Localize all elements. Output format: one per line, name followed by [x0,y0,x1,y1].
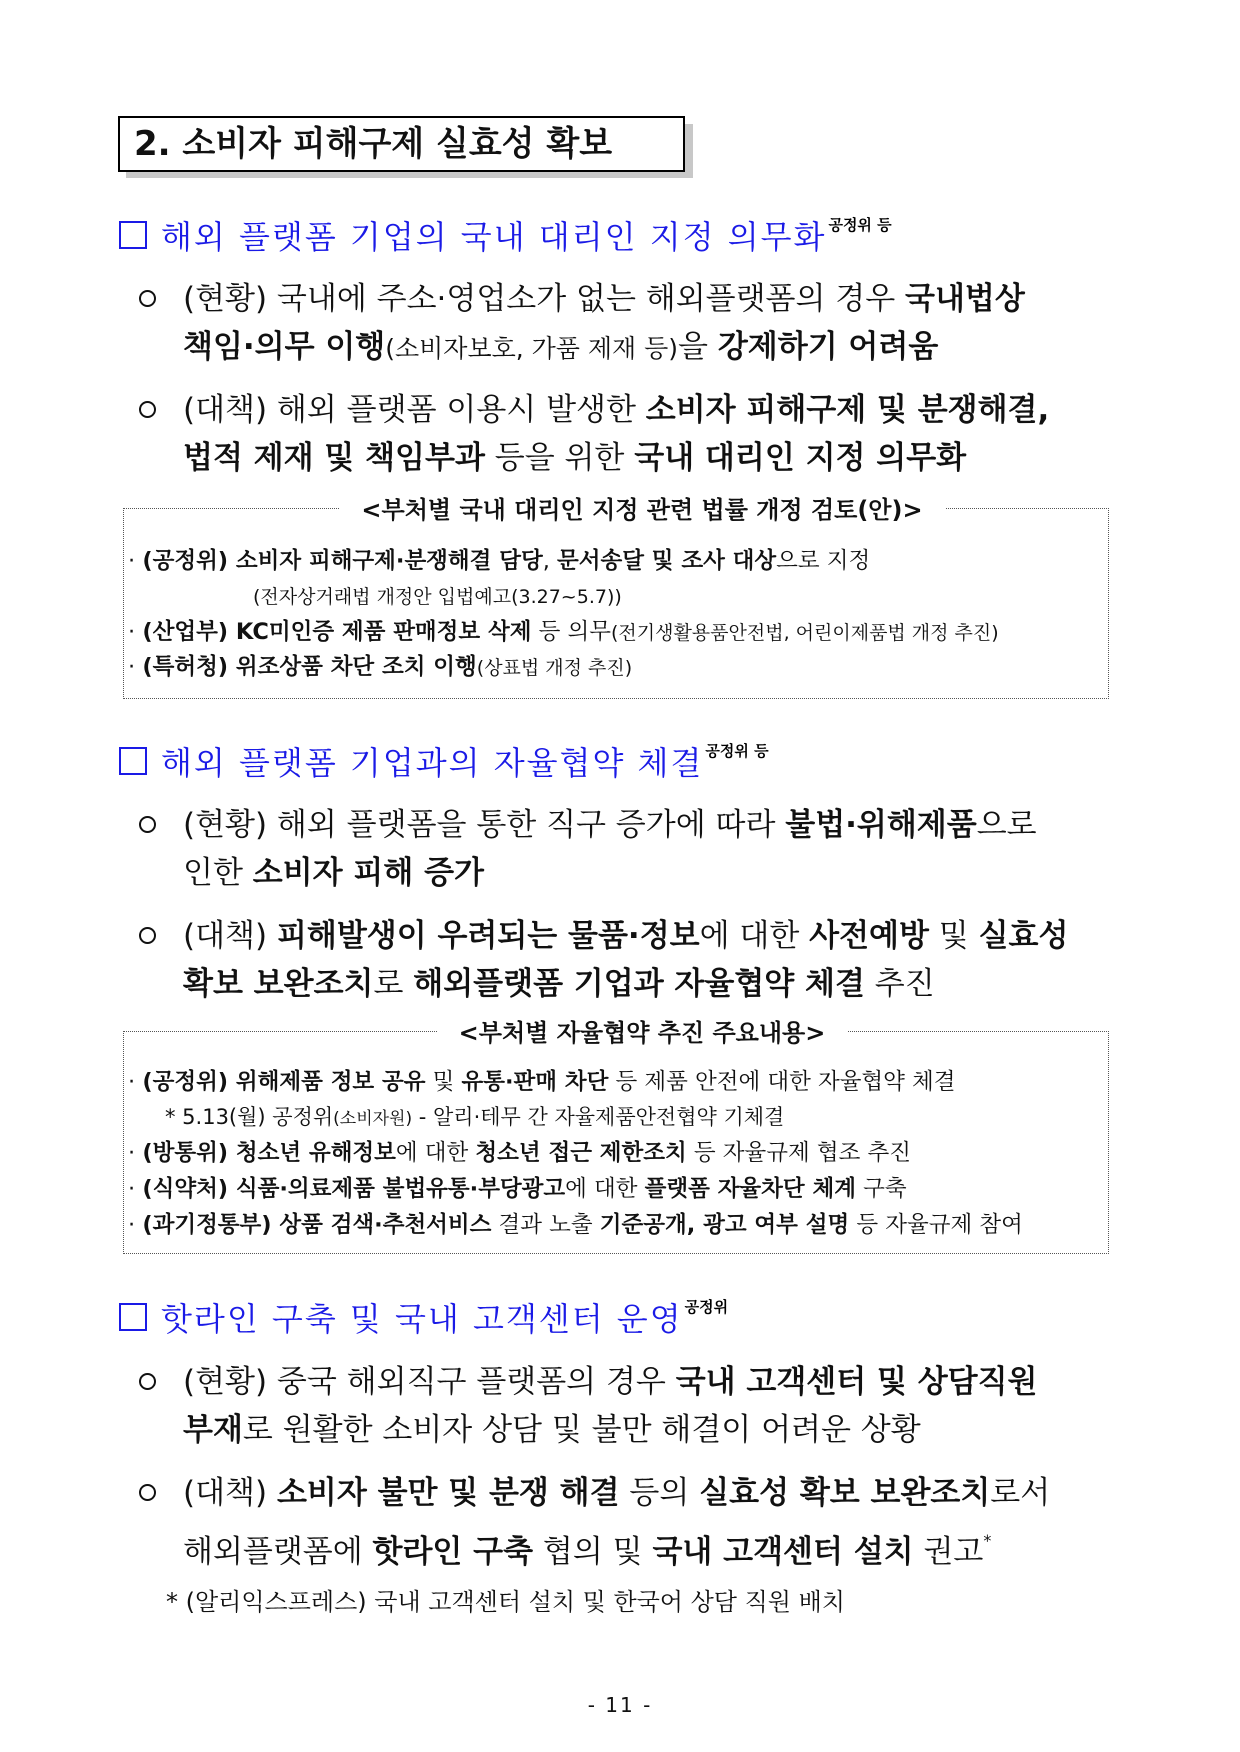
page-number: - 11 - [587,1693,653,1717]
box2-line-5: · (과기정통부) 상품 검색·추천서비스 결과 노출 기준공개, 광고 여부 설명 등 자율규제 참여 [128,1212,1023,1238]
heading-self-regulation [119,738,769,784]
bullet-measure-2: (대책) 피해발생이 우려되는 물품·정보에 대한 사전예방 및 실효성 확보 보완조치로 해외플랫폼 기업과 자율협약 체결 추진 [183,912,1068,1008]
circle-bullet-icon [139,401,156,418]
bullet-measure-1: (대책) 해외 플랫폼 이용시 발생한 소비자 피해구제 및 분쟁해결, 법적 제재 및 책임부과 등을 위한 국내 대리인 지정 의무화 [183,386,1049,482]
box1-line-3: · (산업부) KC미인증 제품 판매정보 삭제 등 의무(전기생활용품안전법, 어린이제품법 개정 추진) [128,619,999,645]
box-law-revision-caption-wrap [0,493,1240,527]
bullet-status-1: (현황) 국내에 주소·영업소가 없는 해외플랫폼의 경우 국내법상 책임·의무 이행(소비자보호, 가품 제재 등)을 강제하기 어려움 [183,275,1025,373]
checkbox-square-icon [119,747,147,775]
footnote: * (알리익스프레스) 국내 고객센터 설치 및 한국어 상담 직원 배치 [166,1588,845,1616]
heading-text: 해외 플랫폼 기업의 국내 대리인 지정 의무화 [161,218,827,256]
box-self-regulation-caption: <부처별 자율협약 추진 주요내용> [437,1019,848,1047]
box1-line-4: · (특허청) 위조상품 차단 조치 이행(상표법 개정 추진) [128,654,633,680]
box-law-revision-caption: <부처별 국내 대리인 지정 관련 법률 개정 검토(안)> [339,496,944,524]
checkbox-square-icon [119,1303,147,1331]
bullet-measure-3: (대책) 소비자 불만 및 분쟁 해결 등의 실효성 확보 보완조치로서 해외플랫폼에 핫라인 구축 협의 및 국내 고객센터 설치 권고* [183,1469,1050,1576]
heading-text: 핫라인 구축 및 국내 고객센터 운영 [161,1300,683,1338]
circle-bullet-icon [139,1373,156,1390]
box2-line-1: · (공정위) 위해제품 정보 공유 및 유통·판매 차단 등 제품 안전에 대한 자율협약 체결 [128,1069,956,1095]
circle-bullet-icon [139,927,156,944]
box1-line-1: · (공정위) 소비자 피해구제·분쟁해결 담당, 문서송달 및 조사 대상으로 지정 [128,548,871,574]
heading-hotline [119,1294,728,1340]
heading-agency: 공정위 등 [705,742,769,760]
box2-line-3: · (방통위) 청소년 유해정보에 대한 청소년 접근 제한조치 등 자율규제 협조 추진 [128,1140,911,1166]
checkbox-square-icon [119,221,147,249]
bullet-status-3: (현황) 중국 해외직구 플랫폼의 경우 국내 고객센터 및 상담직원 부재로 원활한 소비자 상담 및 불만 해결이 어려운 상황 [183,1358,1038,1454]
box1-line-2: (전자상거래법 개정안 입법예고(3.27~5.7)) [253,586,622,608]
circle-bullet-icon [139,290,156,307]
box2-line-2: * 5.13(월) 공정위(소비자원) - 알리·테무 간 자율제품안전협약 기체결 [165,1105,785,1129]
heading-agency: 공정위 등 [828,216,892,234]
circle-bullet-icon [139,1484,156,1501]
heading-local-agent [119,212,892,258]
bullet-status-2: (현황) 해외 플랫폼을 통한 직구 증가에 따라 불법·위해제품으로 인한 소비자 피해 증가 [183,801,1037,897]
box2-line-4: · (식약처) 식품·의료제품 불법유통·부당광고에 대한 플랫폼 자율차단 체계 구축 [128,1176,907,1202]
heading-text: 해외 플랫폼 기업과의 자율협약 체결 [161,744,704,782]
heading-agency: 공정위 [684,1298,729,1316]
box-self-regulation-caption-wrap [0,1016,1240,1050]
circle-bullet-icon [139,816,156,833]
section-title: 2. 소비자 피해구제 실효성 확보 [118,116,685,172]
